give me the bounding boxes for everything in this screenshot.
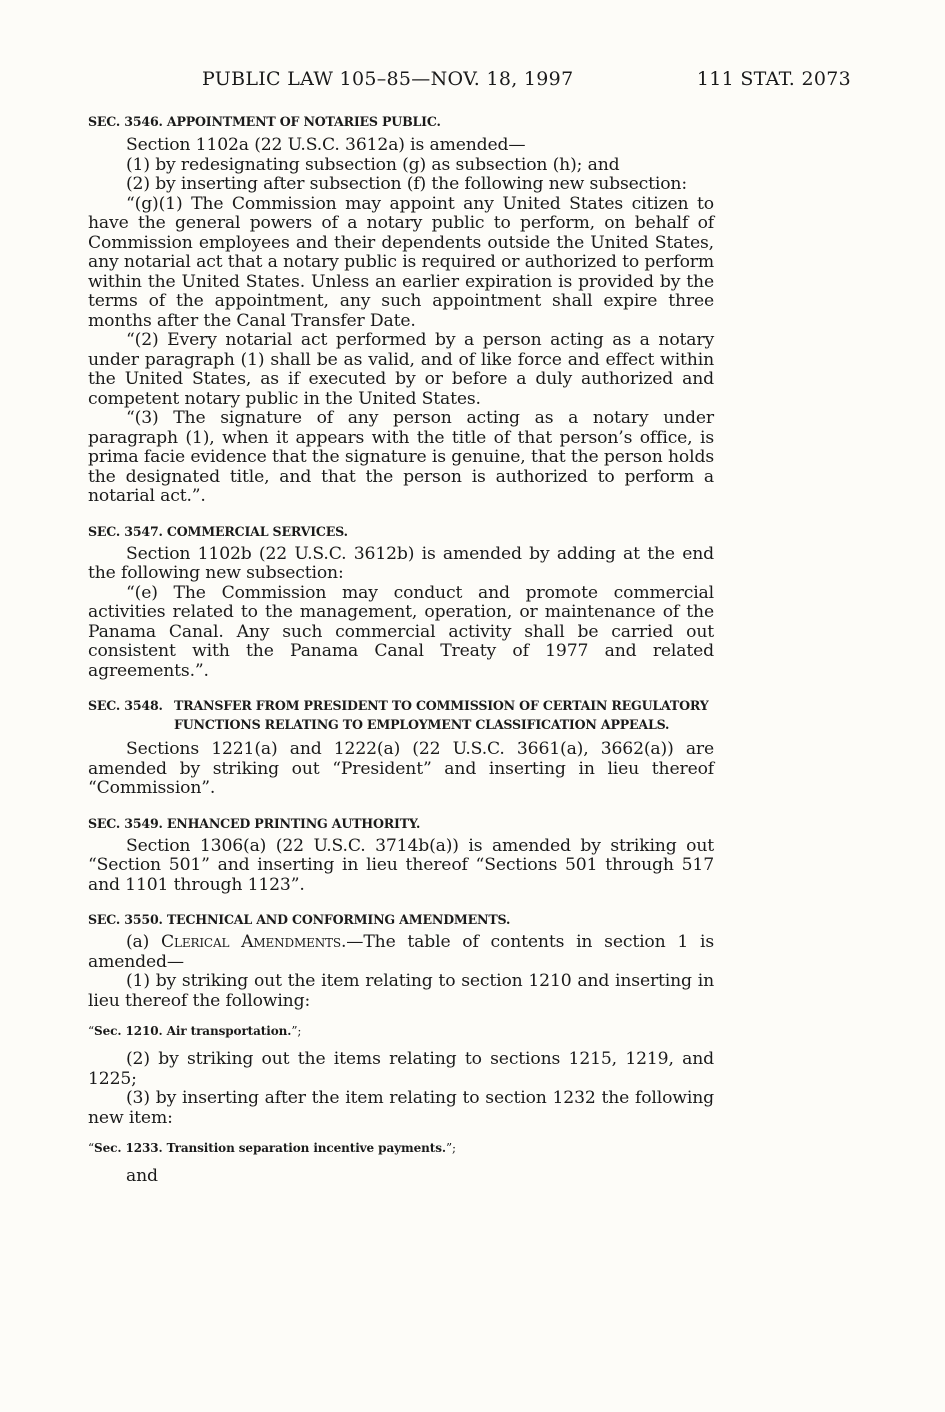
section-3550-item-2: (2) by striking out the items relating to sections 1215, 1219, and 1225;: [88, 1049, 714, 1089]
section-3546-paragraph-g3: “(3) The signature of any person acting as a notary under paragraph (1), when it appears with the title of that person’s office, is prima facie evidence that the signature is genuine, that the person holds the designated title, and that the person is authorized to perform a notarial act.”.: [88, 408, 714, 506]
section-3550-a-text: .—The table of contents in section 1 is amended—: [88, 932, 714, 972]
section-3550-and: and: [126, 1166, 158, 1186]
section-heading-3549: SEC. 3549. ENHANCED PRINTING AUTHORITY.: [88, 815, 421, 831]
section-3548-text: Sections 1221(a) and 1222(a) (22 U.S.C. 3661(a), 3662(a)) are amended by striking out “President” and inserting in lieu thereof “Commission”.: [88, 739, 714, 798]
section-3547-paragraph-e: “(e) The Commission may conduct and promote commercial activities related to the management, operation, or maintenance of the Panama Canal. Any such commercial activity shall be carried out consistent with the Panama Canal Treaty of 1977 and related agreements.”.: [88, 582, 714, 681]
section-3550-a-smallcaps: Clerical Amendments: [161, 932, 341, 952]
document-body: [88, 114, 714, 1187]
section-3548-title: TRANSFER FROM PRESIDENT TO COMMISSION OF CERTAIN REGULATORY FUNCTIONS RELATING TO EMPLOYMENT CLASSIFICATION APPEALS.: [174, 698, 709, 732]
toc-item-1233: “Sec. 1233. Transition separation incentive payments.”;: [88, 1141, 456, 1155]
section-heading-3546: SEC. 3546. APPOINTMENT OF NOTARIES PUBLIC.: [88, 114, 441, 129]
section-3550-item-3: (3) by inserting after the item relating to section 1232 the following new item:: [88, 1088, 714, 1128]
section-3550-a-label: (a): [126, 932, 162, 952]
header-title: PUBLIC LAW 105–85—NOV. 18, 1997: [202, 68, 574, 90]
section-heading-3547: SEC. 3547. COMMERCIAL SERVICES.: [88, 523, 348, 539]
section-heading-3550: SEC. 3550. TECHNICAL AND CONFORMING AMENDMENTS.: [88, 912, 511, 927]
running-header: [0, 68, 945, 98]
section-3550-item-1: (1) by striking out the item relating to section 1210 and inserting in lieu thereof the following:: [88, 971, 714, 1011]
header-stat-page: 111 STAT. 2073: [696, 68, 851, 90]
toc-item-1210: “Sec. 1210. Air transportation.”;: [88, 1024, 302, 1038]
section-3546-paragraph-g1: “(g)(1) The Commission may appoint any United States citizen to have the general powers of a notary public to perform, on behalf of Commission employees and their dependents outside the United States, any notarial act that a notary public is required or authorized to perform within the United States. Unless an earlier expiration is provided by the terms of the appointment, any such appointment shall expire three months after the Canal Transfer Date.: [88, 193, 714, 331]
section-3548-number: SEC. 3548.: [88, 698, 163, 713]
section-3546-paragraph-g2: “(2) Every notarial act performed by a person acting as a notary under paragraph (1) shall be as valid, and of like force and effect within the United States, as if executed by or before a duly authorized and competent notary public in the United States.: [88, 330, 714, 409]
section-3550-subsection-a: [88, 933, 714, 972]
section-3546-item-1: (1) by redesignating subsection (g) as subsection (h); and: [126, 154, 620, 175]
section-3547-intro: Section 1102b (22 U.S.C. 3612b) is amended by adding at the end the following new subsection:: [88, 543, 714, 583]
section-3546-item-2: (2) by inserting after subsection (f) the following new subsection:: [126, 174, 687, 194]
section-3546-intro: Section 1102a (22 U.S.C. 3612a) is amended—: [126, 135, 526, 155]
section-3549-text: Section 1306(a) (22 U.S.C. 3714b(a)) is amended by striking out “Section 501” and inserting in lieu thereof “Sections 501 through 517 and 1101 through 1123”.: [88, 835, 714, 895]
section-heading-3548: [88, 696, 714, 734]
